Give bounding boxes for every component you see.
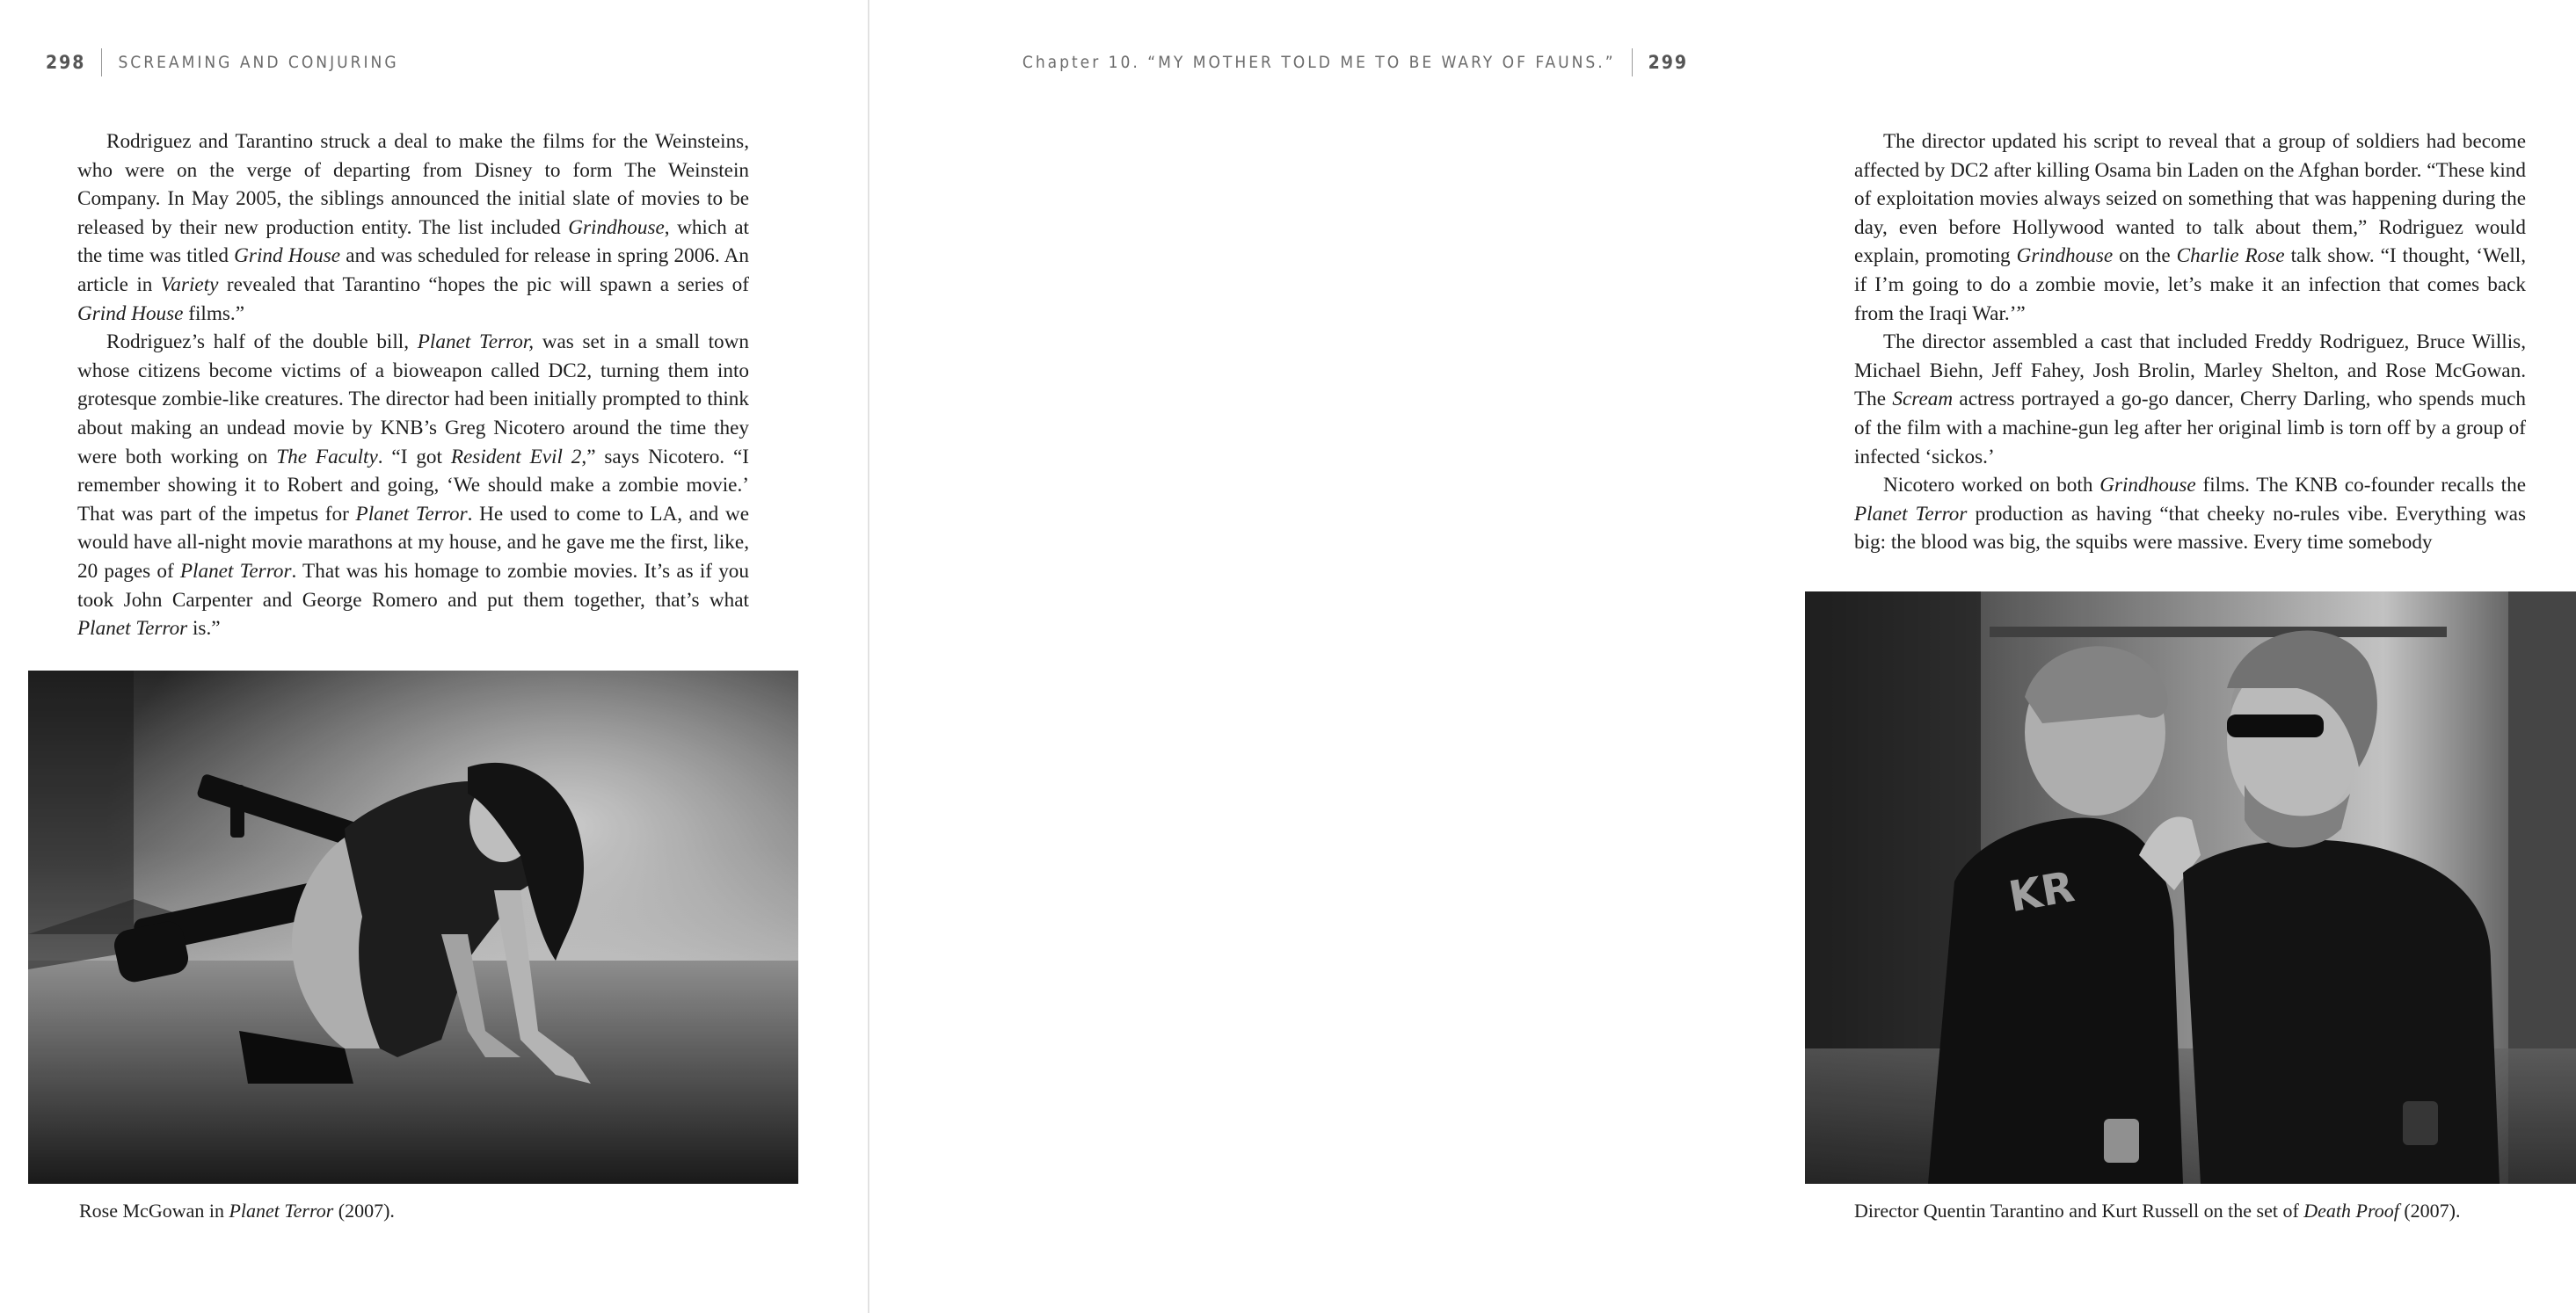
- text-run: films.”: [183, 301, 245, 325]
- running-head-separator: [101, 48, 102, 76]
- body-text-left: [77, 127, 749, 643]
- text-run: is.”: [187, 617, 221, 641]
- text-run: The director updated his script to reveal that a group of soldiers had become affected by DC2 after killing Osama bin Laden on the Afghan border. “These kind of exploitation movies always seized on something that was happening during the day, even before Hollywood wanted to talk about them,” Rodriguez would explain, promoting: [1854, 130, 2526, 268]
- italic-title: Grindhouse: [568, 215, 665, 239]
- page-number-right: 299: [1648, 52, 1688, 73]
- text-run: was set in a small town whose citizens become victims of a bioweapon called DC2, turning them into grotesque zombie-like creatures. The director had been initially prompted to think about making an undead movie by KNB’s Greg Nicotero around the time they were both working on: [77, 330, 749, 468]
- paragraph: [1854, 127, 2526, 328]
- paragraph: [1854, 328, 2526, 471]
- italic-title: Planet Terror: [229, 1200, 334, 1222]
- left-page: [0, 0, 868, 1313]
- caption-right: [1854, 1199, 2461, 1223]
- text-run: revealed that Tarantino “hopes the pic will spawn a series of: [218, 272, 749, 296]
- text-run: production as having “that cheeky no-rules vibe. Everything was big: the blood was big, the squibs were massive. Every time somebody: [1854, 502, 2526, 555]
- text-run: (2007).: [333, 1200, 395, 1222]
- text-run: Rose McGowan in: [79, 1200, 229, 1222]
- right-page: [870, 0, 2526, 1313]
- text-run: . “I got: [377, 445, 451, 468]
- text-run: Rodriguez’s half of the double bill,: [106, 330, 418, 354]
- italic-title: Resident Evil 2: [450, 445, 582, 468]
- text-run: Rodriguez and Tarantino struck a deal to make the films for the Weinsteins, who were on the verge of departing from Disney to form The Weinstein Company. In May 2005, the siblings announced the initial slate of movies to be released by their new production entity. The list included: [77, 130, 749, 239]
- body-text-right: [1854, 127, 2526, 557]
- shirt-text: KR: [2005, 862, 2078, 923]
- running-head-title-left: SCREAMING AND CONJURING: [118, 53, 399, 72]
- text-run: ,” says Nicotero. “I remember showing it to Robert and going, ‘We should make a zombie movie.’ That was part of the impetus for: [77, 445, 749, 526]
- italic-title: Planet Terror,: [417, 330, 535, 354]
- italic-title: Grind House: [234, 244, 341, 268]
- text-run: . He used to come to LA, and we would have all-night movie marathons at my house, and he gave me the first, like, 20 pages of: [77, 502, 749, 583]
- running-head-right: [1022, 49, 1688, 76]
- paragraph: [77, 328, 749, 643]
- text-run: , which at the time was titled: [77, 215, 749, 268]
- italic-title: Charlie Rose: [2176, 244, 2285, 268]
- italic-title: Planet Terror: [1854, 502, 1968, 526]
- text-run: actress portrayed a go-go dancer, Cherry Darling, who spends much of the film with a machine-gun leg after her original limb is torn off by a group of infected ‘sickos.’: [1854, 388, 2526, 468]
- photo-rose-mcgowan-planet-terror: [28, 671, 798, 1184]
- text-run: Director Quentin Tarantino and Kurt Russell on the set of: [1854, 1200, 2304, 1222]
- italic-title: The Faculty: [276, 445, 378, 468]
- italic-title: Planet Terror: [179, 559, 292, 583]
- text-run: Nicotero worked on both: [1883, 474, 2100, 497]
- running-head-separator: [1632, 48, 1633, 76]
- text-run: (2007).: [2398, 1200, 2461, 1222]
- italic-title: Planet Terror: [77, 617, 188, 641]
- text-run: . That was his homage to zombie movies. It’s as if you took John Carpenter and George Romero and put them together, that’s what: [77, 559, 749, 612]
- paragraph: [1854, 471, 2526, 557]
- italic-title: Planet Terror: [355, 502, 468, 526]
- italic-title: Grindhouse: [2099, 474, 2196, 497]
- running-head-title-right: Chapter 10. “MY MOTHER TOLD ME TO BE WARY OF FAUNS.”: [1022, 53, 1616, 72]
- italic-title: Death Proof: [2303, 1200, 2399, 1222]
- text-run: talk show. “I thought, ‘Well, if I’m going to do a zombie movie, let’s make it an infection that comes back from the Iraqi War.’”: [1854, 244, 2526, 325]
- text-run: The director assembled a cast that included Freddy Rodriguez, Bruce Willis, Michael Biehn, Jeff Fahey, Josh Brolin, Marley Shelton, and Rose McGowan. The: [1854, 330, 2526, 411]
- paragraph: [77, 127, 749, 328]
- text-run: on the: [2113, 244, 2177, 268]
- caption-left: [79, 1199, 395, 1223]
- page-number-left: 298: [46, 52, 86, 73]
- running-head-left: [46, 49, 399, 76]
- italic-title: Scream: [1892, 388, 1954, 411]
- italic-title: Variety: [160, 272, 219, 296]
- italic-title: Grind House: [77, 301, 184, 325]
- text-run: and was scheduled for release in spring 2006. An article in: [77, 244, 749, 296]
- italic-title: Grindhouse: [2016, 244, 2114, 268]
- photo-tarantino-russell-death-proof: [1805, 591, 2576, 1184]
- text-run: films. The KNB co-founder recalls the: [2195, 474, 2526, 497]
